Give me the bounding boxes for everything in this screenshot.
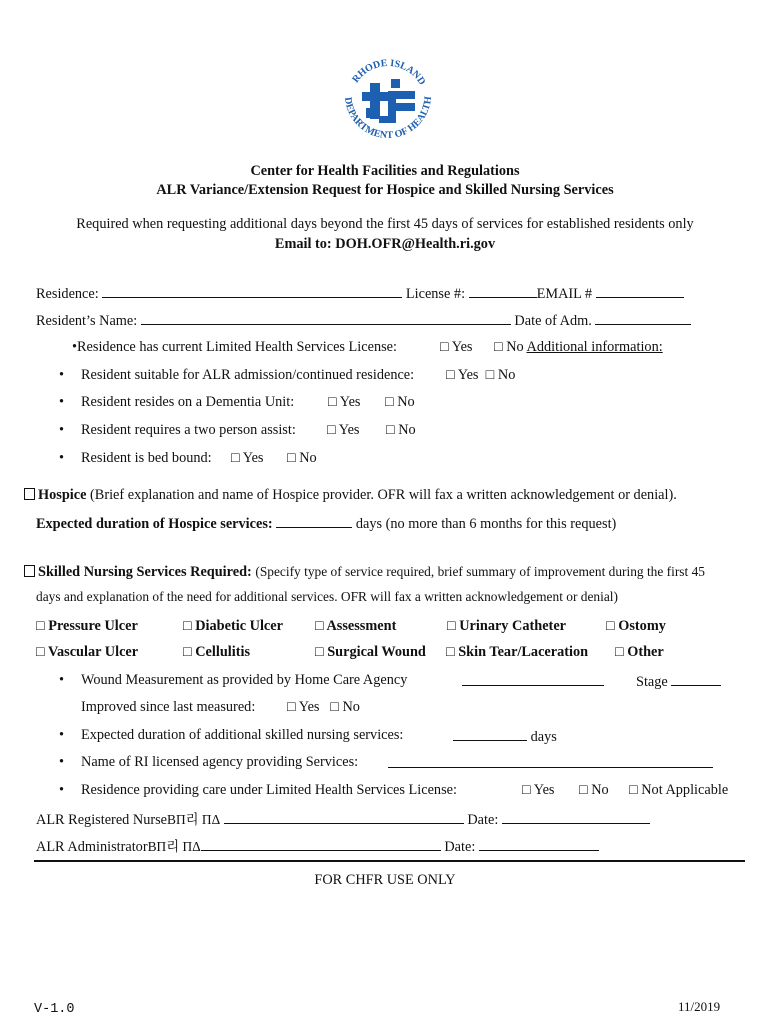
nurse-signature-label: ALR Registered Nurse	[36, 812, 168, 828]
license-label: License #:	[405, 286, 466, 302]
stage-label: Stage	[636, 674, 668, 690]
admin-date-label: Date:	[444, 839, 476, 855]
checkbox-icon[interactable]: □	[315, 644, 324, 660]
option-cellulitis[interactable]: □ Cellulitis	[183, 644, 251, 660]
yes-option[interactable]: Yes	[451, 339, 473, 355]
checkbox-icon[interactable]: □	[328, 394, 337, 410]
logo-text-top: RHODE ISLAND	[350, 57, 428, 88]
stage-field[interactable]	[671, 672, 721, 686]
question-text: Residence has current Limited Health Services License:	[77, 339, 397, 355]
form-subtitle: Required when requesting additional days beyond the first 45 days of services for established residents only	[76, 216, 694, 232]
email-label: EMAIL #	[536, 286, 593, 302]
residents-name-label: Resident’s Name:	[36, 313, 138, 329]
agency-field[interactable]	[388, 754, 713, 768]
option-vascular-ulcer[interactable]: □ Vascular Ulcer	[36, 644, 139, 660]
expected-duration-field[interactable]	[453, 727, 527, 741]
skilled-nursing-section	[24, 564, 705, 581]
checkbox-icon[interactable]: □	[327, 422, 336, 438]
residents-name-field[interactable]	[141, 311, 511, 325]
hospice-duration-label: Expected duration of Hospice services	[36, 516, 268, 532]
divider	[34, 860, 745, 862]
checkbox-icon[interactable]: □	[183, 618, 192, 634]
option-assessment[interactable]: □ Assessment	[315, 618, 397, 634]
checkbox-icon[interactable]: □	[385, 394, 394, 410]
agency-label: • Name of RI licensed agency providing Services:	[81, 754, 358, 771]
improved-label: Improved since last measured:	[81, 699, 256, 715]
wound-measurement-field[interactable]	[462, 672, 604, 686]
lhs-yes[interactable]: Yes	[533, 782, 555, 798]
option-ostomy[interactable]: □ Ostomy	[606, 618, 666, 634]
email-instruction: Email to: DOH.OFR@Health.ri.gov	[274, 236, 496, 252]
question-alr-suitable	[81, 367, 414, 384]
signature-garble: ΒΠ리 ΠΔ	[147, 839, 201, 854]
checkbox-icon[interactable]: □	[183, 644, 192, 660]
residence-label: Residence:	[36, 286, 99, 302]
checkbox-icon[interactable]: □	[386, 422, 395, 438]
improved-yes[interactable]: Yes	[298, 699, 320, 715]
checkbox-icon[interactable]: □	[440, 339, 449, 355]
checkbox-icon[interactable]: □	[494, 339, 503, 355]
question-text: Resident suitable for ALR admission/continued residence:	[81, 367, 415, 383]
hospice-duration-suffix: days (no more than 6 months for this request)	[355, 516, 617, 532]
checkbox-icon[interactable]: □	[629, 782, 638, 798]
lhs-no[interactable]: No	[591, 782, 609, 798]
hospice-label: Hospice	[38, 487, 87, 503]
question-lhs-license: •Residence has current Limited Health Services License:	[72, 339, 397, 355]
no-option[interactable]: No	[506, 339, 524, 355]
yes-option[interactable]: Yes	[242, 450, 264, 466]
improved-no[interactable]: No	[342, 699, 360, 715]
yes-option[interactable]: Yes	[457, 367, 479, 383]
question-dementia-unit	[81, 394, 294, 411]
no-option[interactable]: No	[398, 422, 416, 438]
hospice-checkbox[interactable]	[24, 488, 35, 500]
checkbox-icon[interactable]: □	[231, 450, 240, 466]
skilled-nursing-label: Skilled Nursing Services Required:	[38, 564, 252, 580]
no-option[interactable]: No	[497, 367, 516, 383]
checkbox-icon[interactable]: □	[330, 699, 339, 715]
no-option[interactable]: No	[299, 450, 317, 466]
days-label: days	[530, 729, 557, 745]
revision-date: 11/2019	[678, 999, 721, 1014]
svg-text:RHODE ISLAND	[350, 58, 427, 87]
hospice-duration-field[interactable]	[276, 514, 352, 528]
option-diabetic-ulcer[interactable]: □ Diabetic Ulcer	[183, 618, 283, 634]
hospice-description: (Brief explanation and name of Hospice provider. OFR will fax a written acknowledgement or denial).	[90, 487, 677, 503]
question-text: Resident resides on a Dementia Unit:	[81, 394, 295, 410]
checkbox-icon[interactable]: □	[315, 618, 324, 634]
question-bed-bound	[81, 450, 212, 467]
option-surgical-wound[interactable]: □ Surgical Wound	[315, 644, 426, 660]
admin-signature-label: ALR Administrator	[36, 839, 148, 855]
office-use-label: FOR CHFR USE ONLY	[314, 872, 456, 888]
checkbox-icon[interactable]: □	[36, 618, 45, 634]
nurse-date-label: Date:	[467, 812, 499, 828]
lhs-not-applicable[interactable]: Not Applicable	[641, 782, 729, 798]
checkbox-icon[interactable]: □	[579, 782, 588, 798]
checkbox-icon[interactable]: □	[446, 644, 455, 660]
question-two-person-assist	[81, 422, 296, 439]
no-option[interactable]: No	[397, 394, 415, 410]
skilled-nursing-checkbox[interactable]	[24, 565, 35, 577]
option-skin-tear[interactable]: □ Skin Tear/Laceration	[446, 644, 589, 660]
date-of-adm-label: Date of Adm.	[514, 313, 592, 329]
checkbox-icon[interactable]: □	[287, 699, 296, 715]
admin-date-field[interactable]	[479, 837, 599, 851]
nurse-signature-field[interactable]	[224, 810, 464, 824]
option-pressure-ulcer[interactable]: □ Pressure Ulcer	[36, 618, 138, 634]
logo-text-bottom: DEPARTMENT OF HEALTH	[341, 95, 435, 142]
checkbox-icon[interactable]: □	[522, 782, 531, 798]
wound-measurement-label: • Wound Measurement as provided by Home Care Agency	[81, 672, 407, 689]
expected-duration-label: • Expected duration of additional skilled nursing services:	[81, 727, 403, 744]
version-label: V-1.0	[34, 1002, 75, 1017]
residence-field[interactable]	[102, 284, 402, 298]
yes-option[interactable]: Yes	[338, 422, 360, 438]
question-text: Resident requires a two person assist:	[81, 422, 296, 438]
skilled-nursing-description: (Specify type of service required, brief summary of improvement during the first 45	[255, 564, 705, 579]
hospice-section	[24, 487, 677, 504]
org-heading: Center for Health Facilities and Regulations	[250, 163, 520, 179]
checkbox-icon[interactable]: □	[36, 644, 45, 660]
date-of-adm-field[interactable]	[595, 311, 691, 325]
form-title: ALR Variance/Extension Request for Hospice and Skilled Nursing Services	[156, 182, 614, 198]
additional-info-label: Additional information:	[526, 339, 663, 355]
email-field[interactable]	[596, 284, 684, 298]
checkbox-icon[interactable]: □	[615, 644, 624, 660]
checkbox-icon[interactable]: □	[287, 450, 296, 466]
lhs-license-label: • Residence providing care under Limited Health Services License:	[81, 782, 457, 799]
skilled-nursing-description-cont: days and explanation of the need for additional services. OFR will fax a written acknowledgement or denial)	[36, 589, 618, 604]
nurse-date-field[interactable]	[502, 810, 650, 824]
yes-option[interactable]: Yes	[339, 394, 361, 410]
signature-garble: ΒΠ리 ΠΔ	[167, 812, 221, 827]
option-urinary-catheter[interactable]: □ Urinary Catheter	[447, 618, 567, 634]
checkbox-icon[interactable]: □	[447, 618, 456, 634]
checkbox-icon[interactable]: □	[446, 367, 455, 383]
question-text: Resident is bed bound:	[81, 450, 212, 466]
checkbox-icon[interactable]: □	[485, 367, 495, 383]
admin-signature-field[interactable]	[201, 837, 441, 851]
ri-department-of-health-logo	[333, 45, 443, 155]
checkbox-icon[interactable]: □	[606, 618, 615, 634]
license-field[interactable]	[469, 284, 537, 298]
option-other[interactable]: □ Other	[615, 644, 664, 660]
